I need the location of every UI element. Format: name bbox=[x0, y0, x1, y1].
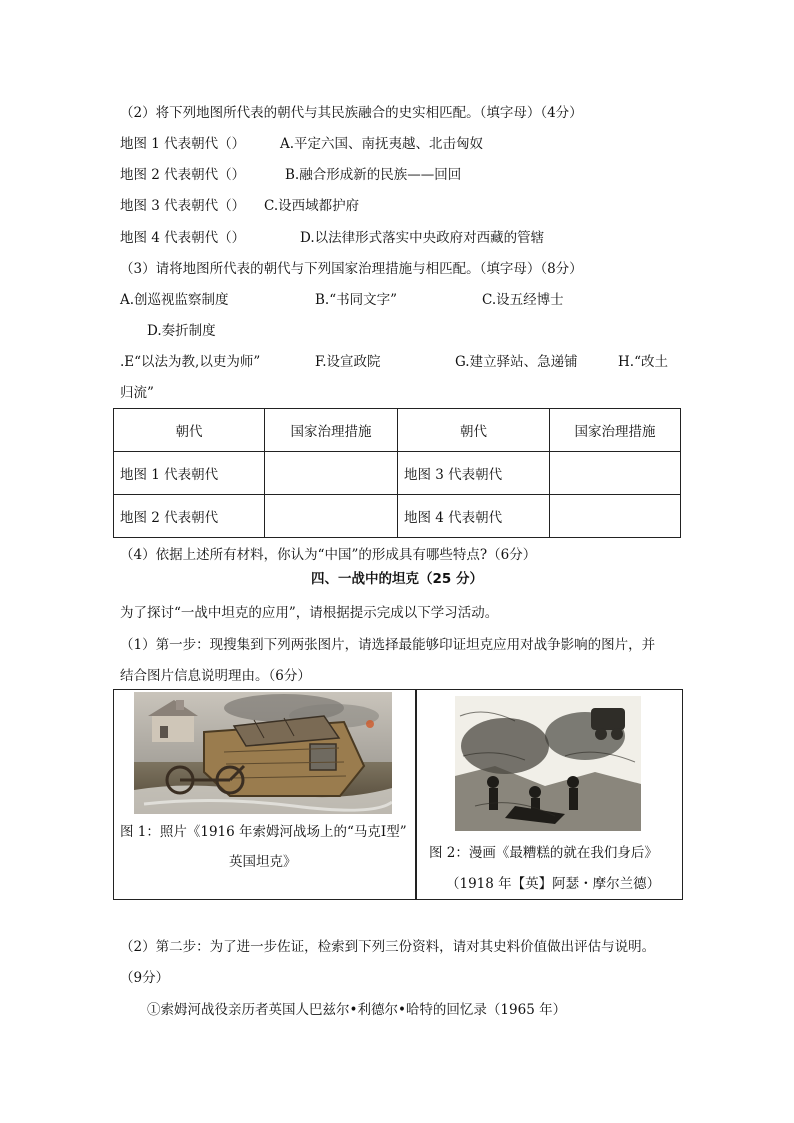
header-measure-2: 国家治理措施 bbox=[550, 409, 681, 452]
header-dynasty-1: 朝代 bbox=[114, 409, 265, 452]
q3-option-h-cont: 归流” bbox=[120, 385, 154, 401]
q3-option-f: F.设宣政院 bbox=[315, 354, 381, 370]
table-row bbox=[114, 452, 681, 495]
source-1: ①索姆河战役亲历者英国人巴兹尔•利德尔•哈特的回忆录（1965 年） bbox=[147, 1002, 567, 1018]
figure1-caption: 图 1：照片《1916 年索姆河战场上的“马克Ⅰ型” bbox=[120, 824, 407, 840]
cell-map1: 地图 1 代表朝代 bbox=[114, 452, 265, 495]
tank-illustration bbox=[134, 692, 392, 814]
q2-prompt: （2）将下列地图所代表的朝代与其民族融合的史实相匹配。（填字母）（4分） bbox=[120, 105, 583, 121]
figure2-caption: 图 2：漫画《最糟糕的就在我们身后》 bbox=[429, 845, 658, 861]
q3-option-b: B.“书同文字” bbox=[315, 292, 398, 308]
q3-option-a: A.创巡视监察制度 bbox=[120, 292, 229, 308]
step2-prompt-cont: （9分） bbox=[120, 970, 170, 986]
q3-option-h: H.“改土 bbox=[618, 354, 668, 370]
cartoon-image bbox=[455, 696, 641, 831]
q2-row3-left: 地图 3 代表朝代（） bbox=[120, 198, 246, 214]
step1-prompt-cont: 结合图片信息说明理由。（6分） bbox=[120, 668, 311, 684]
q2-row1-right: A.平定六国、南抚夷越、北击匈奴 bbox=[280, 136, 484, 152]
q3-prompt: （3）请将地图所代表的朝代与下列国家治理措施与相匹配。（填字母）（8分） bbox=[120, 261, 583, 277]
table-row bbox=[114, 495, 681, 538]
cell-map2: 地图 2 代表朝代 bbox=[114, 495, 265, 538]
q2-row4-right: D.以法律形式落实中央政府对西藏的管辖 bbox=[300, 230, 545, 246]
q2-row2-left: 地图 2 代表朝代（） bbox=[120, 167, 246, 183]
tank-photo bbox=[134, 692, 392, 814]
header-dynasty-2: 朝代 bbox=[398, 409, 550, 452]
q2-row1-left: 地图 1 代表朝代（） bbox=[120, 136, 246, 152]
q4-prompt: （4）依据上述所有材料，你认为“中国”的形成具有哪些特点?（6分） bbox=[120, 547, 537, 563]
figure2-caption-cont: （1918 年【英】阿瑟・摩尔兰德） bbox=[446, 876, 661, 892]
answer-cell-map3[interactable] bbox=[550, 452, 681, 495]
cell-map3: 地图 3 代表朝代 bbox=[398, 452, 550, 495]
step2-prompt: （2）第二步：为了进一步佐证，检索到下列三份资料，请对其史料价值做出评估与说明。 bbox=[120, 939, 656, 955]
answer-cell-map1[interactable] bbox=[265, 452, 398, 495]
answer-cell-map2[interactable] bbox=[265, 495, 398, 538]
q2-row3-right: C.设西域都护府 bbox=[264, 198, 360, 214]
cell-map4: 地图 4 代表朝代 bbox=[398, 495, 550, 538]
section-intro: 为了探讨“一战中坦克的应用”，请根据提示完成以下学习活动。 bbox=[120, 605, 499, 621]
q3-option-e: .E“以法为教,以吏为师” bbox=[120, 354, 261, 370]
section-title: 四、一战中的坦克（25 分） bbox=[311, 571, 483, 587]
q3-option-d: D.奏折制度 bbox=[147, 323, 216, 339]
q3-option-g: G.建立驿站、急递铺 bbox=[455, 354, 578, 370]
figure1-caption-cont: 英国坦克》 bbox=[229, 854, 297, 870]
table-header-row bbox=[114, 409, 681, 452]
step1-prompt: （1）第一步：现搜集到下列两张图片，请选择最能够印证坦克应用对战争影响的图片，并 bbox=[120, 637, 656, 653]
answer-cell-map4[interactable] bbox=[550, 495, 681, 538]
q3-answer-table bbox=[113, 408, 681, 538]
header-measure-1: 国家治理措施 bbox=[265, 409, 398, 452]
cartoon-illustration bbox=[455, 696, 641, 831]
q2-row2-right: B.融合形成新的民族——回回 bbox=[285, 167, 462, 183]
q3-option-c: C.设五经博士 bbox=[482, 292, 564, 308]
q2-row4-left: 地图 4 代表朝代（） bbox=[120, 230, 246, 246]
